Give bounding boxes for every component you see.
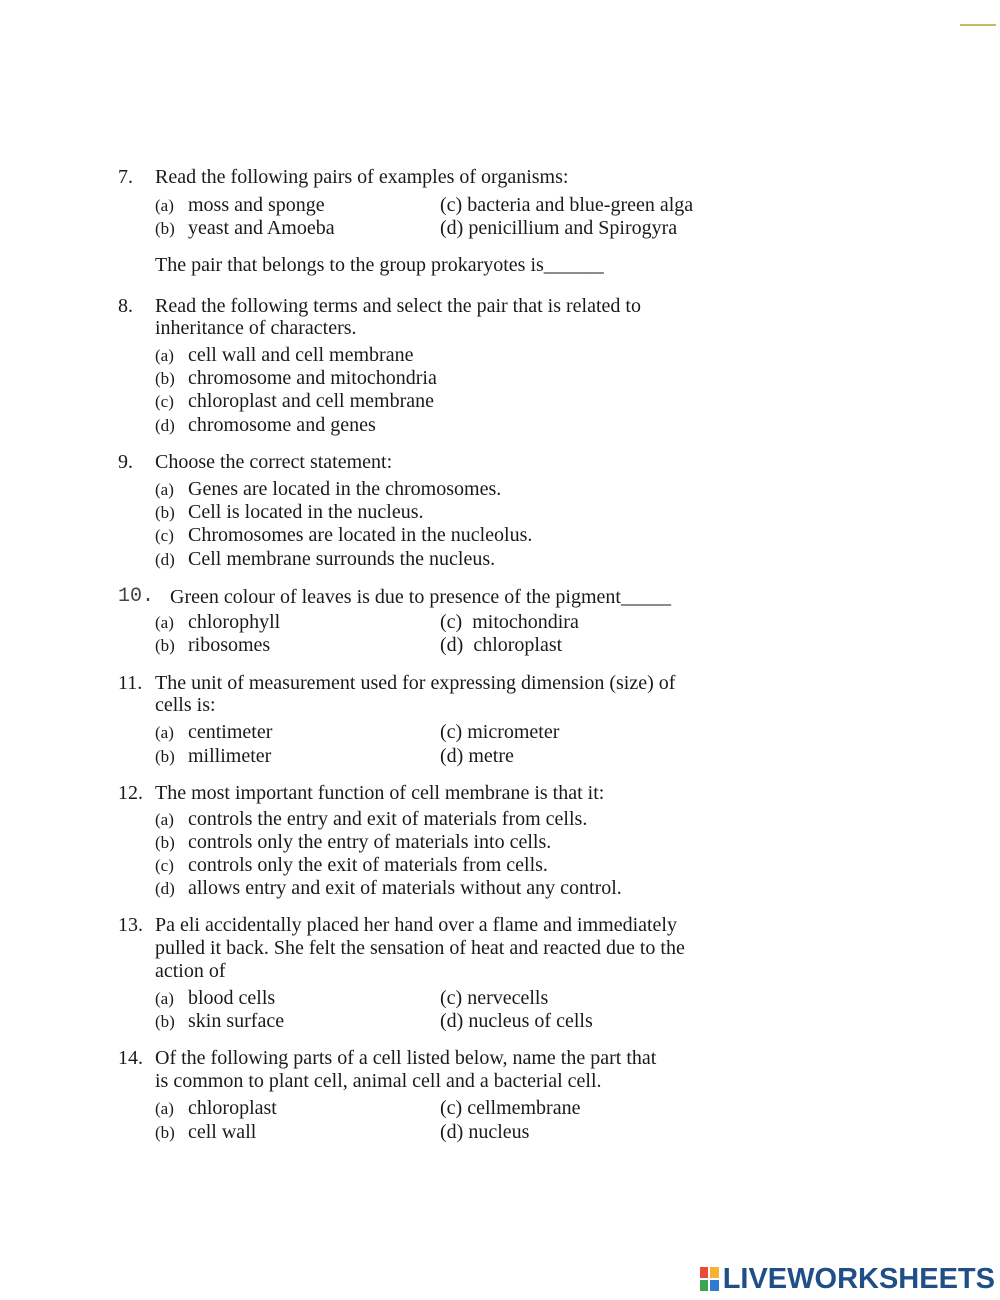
- logo-tile: [700, 1267, 708, 1278]
- question-stem-line-2: inheritance of characters.: [155, 317, 357, 339]
- question-stem-line-2: cells is:: [155, 694, 216, 716]
- question-stem-line-3: action of: [155, 960, 226, 982]
- option-d[interactable]: (d) Cell membrane surrounds the nucleus.: [155, 548, 496, 570]
- question-stem: Read the following pairs of examples of organisms:: [155, 166, 569, 188]
- option-c[interactable]: (c) mitochondira: [440, 611, 579, 633]
- liveworksheets-logo-icon: [700, 1267, 719, 1291]
- option-d[interactable]: (d) chromosome and genes: [155, 414, 376, 436]
- option-c[interactable]: (c) cellmembrane: [440, 1097, 581, 1119]
- option-d[interactable]: (d) allows entry and exit of materials without any control.: [155, 877, 622, 899]
- option-b[interactable]: (b) yeast and Amoeba: [155, 217, 335, 239]
- question-number: 8.: [118, 295, 133, 317]
- option-b[interactable]: (b) ribosomes: [155, 634, 271, 656]
- option-a[interactable]: (a) controls the entry and exit of materials from cells.: [155, 808, 588, 830]
- question-stem: Green colour of leaves is due to presence of the pigment_____: [170, 586, 671, 608]
- option-c[interactable]: (c) chloroplast and cell membrane: [155, 390, 435, 412]
- option-c[interactable]: (c) bacteria and blue-green alga: [440, 194, 694, 216]
- option-b[interactable]: (b) cell wall: [155, 1121, 257, 1143]
- question-stem: Choose the correct statement:: [155, 451, 393, 473]
- question-stem-line-1: Read the following terms and select the pair that is related to: [155, 295, 641, 317]
- logo-tile: [700, 1280, 708, 1291]
- option-c[interactable]: (c) Chromosomes are located in the nucleolus.: [155, 524, 533, 546]
- option-d[interactable]: (d) penicillium and Spirogyra: [440, 217, 678, 239]
- question-number: 10.: [118, 585, 155, 608]
- option-d[interactable]: (d) nucleus: [440, 1121, 530, 1143]
- option-d[interactable]: (d) metre: [440, 745, 514, 767]
- option-a[interactable]: (a) chloroplast: [155, 1097, 277, 1119]
- question-stem-line-2: pulled it back. She felt the sensation of heat and reacted due to the: [155, 937, 685, 959]
- option-d[interactable]: (d) nucleus of cells: [440, 1010, 593, 1032]
- option-a[interactable]: (a) blood cells: [155, 987, 276, 1009]
- question-follow-up: The pair that belongs to the group prokaryotes is______: [155, 254, 604, 276]
- question-number: 12.: [118, 782, 143, 804]
- option-b[interactable]: (b) controls only the entry of materials into cells.: [155, 831, 552, 853]
- option-a[interactable]: (a) chlorophyll: [155, 611, 281, 633]
- question-stem-line-2: is common to plant cell, animal cell and a bacterial cell.: [155, 1070, 602, 1092]
- option-b[interactable]: (b) chromosome and mitochondria: [155, 367, 437, 389]
- brand-name: LIVEWORKSHEETS: [722, 1262, 995, 1295]
- option-a[interactable]: (a) moss and sponge: [155, 194, 325, 216]
- question-number: 14.: [118, 1047, 143, 1069]
- option-a[interactable]: (a) cell wall and cell membrane: [155, 344, 414, 366]
- option-b[interactable]: (b) millimeter: [155, 745, 272, 767]
- question-number: 7.: [118, 166, 133, 188]
- question-number: 13.: [118, 914, 143, 936]
- option-a[interactable]: (a) Genes are located in the chromosomes.: [155, 478, 502, 500]
- option-d[interactable]: (d) chloroplast: [440, 634, 563, 656]
- corner-rule: [960, 24, 996, 26]
- option-a[interactable]: (a) centimeter: [155, 721, 273, 743]
- question-stem-line-1: Of the following parts of a cell listed below, name the part that: [155, 1047, 657, 1069]
- question-number: 9.: [118, 451, 133, 473]
- logo-tile: [710, 1280, 718, 1291]
- question-stem-line-1: The unit of measurement used for expressing dimension (size) of: [155, 672, 676, 694]
- liveworksheets-brand[interactable]: [700, 1262, 995, 1296]
- logo-tile: [710, 1267, 718, 1278]
- question-stem-line-1: Pa eli accidentally placed her hand over a flame and immediately: [155, 914, 677, 936]
- option-c[interactable]: (c) nervecells: [440, 987, 549, 1009]
- option-c[interactable]: (c) micrometer: [440, 721, 560, 743]
- option-b[interactable]: (b) Cell is located in the nucleus.: [155, 501, 424, 523]
- question-stem: The most important function of cell membrane is that it:: [155, 782, 605, 804]
- option-b[interactable]: (b) skin surface: [155, 1010, 285, 1032]
- question-number: 11.: [118, 672, 143, 694]
- option-c[interactable]: (c) controls only the exit of materials from cells.: [155, 854, 548, 876]
